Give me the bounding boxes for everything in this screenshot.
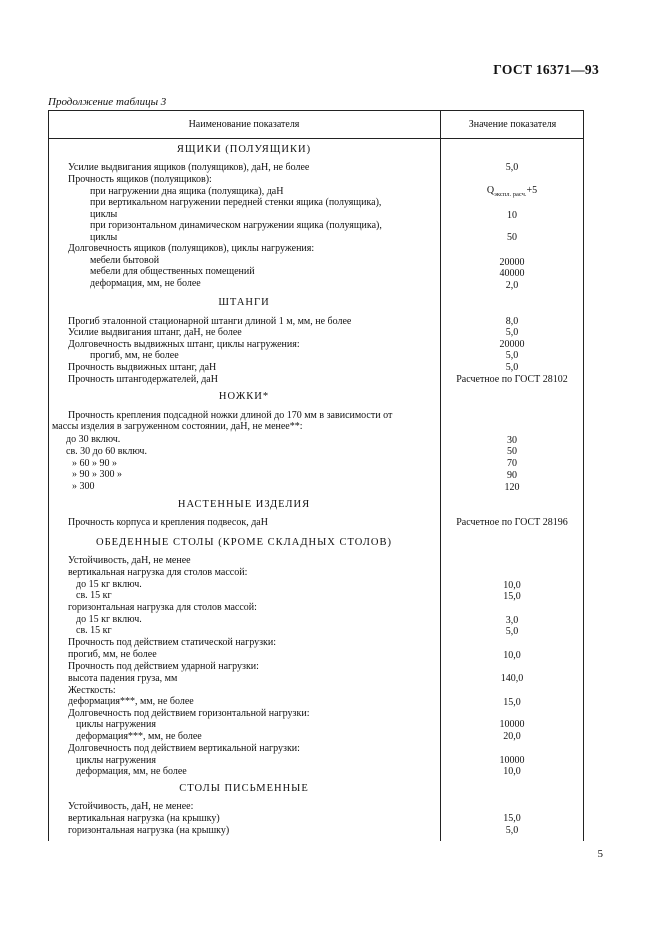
table-row: Прочность штангодержателей, даН — [68, 374, 218, 385]
section-title-dining-tables: ОБЕДЕННЫЕ СТОЛЫ (КРОМЕ СКЛАДНЫХ СТОЛОВ) — [96, 537, 392, 548]
table-row: до 15 кг включ. — [76, 579, 142, 590]
section-title-legs: НОЖКИ* — [218, 391, 270, 402]
header-divider — [48, 138, 584, 139]
table-row: Прочность ящиков (полуящиков): — [68, 174, 212, 185]
table-value: 10 — [507, 210, 517, 221]
table-row: мебели для общественных помещений — [90, 266, 255, 277]
section-title-drawers: ЯЩИКИ (ПОЛУЯЩИКИ) — [176, 144, 312, 155]
page-number: 5 — [597, 848, 603, 860]
table-row: горизонтальная нагрузка (на крышку) — [68, 825, 230, 836]
table-row: Долговечность под действием вертикальной нагрузки: — [68, 743, 300, 754]
table-row: Прочность выдвижных штанг, даН — [68, 362, 217, 373]
table-row: Прогиб эталонной стационарной штанги длиной 1 м, мм, не более — [68, 316, 352, 327]
table-value: 70 — [507, 458, 517, 469]
table-row: Долговечность выдвижных штанг, циклы нагружения: — [68, 339, 300, 350]
column-divider — [440, 110, 441, 841]
table-row: деформация***, мм, не более — [76, 731, 202, 742]
table-value: 5,0 — [505, 350, 519, 361]
table-row: Прочность крепления подсадной ножки длиной до 170 мм в зависимости от — [68, 410, 393, 421]
column-header-name: Наименование показателя — [188, 119, 300, 130]
table-value — [442, 185, 582, 201]
table-row: Усилие выдвигания штанг, даН, не более — [68, 327, 242, 338]
table-row: Долговечность под действием горизонтальной нагрузки: — [68, 708, 310, 719]
table-value: 20000 — [499, 339, 525, 350]
table-value: Расчетное по ГОСТ 28102 — [456, 374, 568, 385]
table-row: » 300 — [72, 481, 95, 492]
table-value: 50 — [507, 446, 517, 457]
table-row: Устойчивость, даН, не менее: — [68, 801, 194, 812]
table-row: Долговечность ящиков (полуящиков), циклы нагружения: — [68, 243, 315, 254]
table-value: 10000 — [499, 755, 525, 766]
table-value: 140,0 — [500, 673, 524, 684]
table-value: 2,0 — [505, 280, 519, 291]
table-row: Жесткость: — [68, 685, 116, 696]
table-value: 15,0 — [503, 697, 521, 708]
table-value: 5,0 — [505, 362, 519, 373]
table-row: св. 15 кг — [76, 590, 112, 601]
section-title-desks: СТОЛЫ ПИСЬМЕННЫЕ — [179, 783, 309, 794]
table-row: деформация***, мм, не более — [68, 696, 194, 707]
table-row: при вертикальном нагружении передней стенки ящика (полуящика), — [90, 197, 382, 208]
table-value: 120 — [504, 482, 520, 493]
table-row: Устойчивость, даН, не менее — [68, 555, 191, 566]
table-row: Усилие выдвигания ящиков (полуящиков), даН, не более — [68, 162, 310, 173]
table-row: циклы нагружения — [76, 719, 156, 730]
table-continuation-caption: Продолжение таблицы 3 — [48, 96, 167, 108]
table-value: 5,0 — [505, 825, 519, 836]
table-value: Расчетное по ГОСТ 28196 — [456, 517, 568, 528]
table-row: при горизонтальном динамическом нагружении ящика (полуящика), — [90, 220, 382, 231]
table-row: при нагружении дна ящика (полуящика), даН — [90, 186, 284, 197]
table-row: циклы — [90, 232, 118, 243]
value-tail: +5 — [526, 185, 538, 196]
table-row: до 15 кг включ. — [76, 614, 142, 625]
table-row: прогиб, мм, не более — [68, 649, 157, 660]
table-value: 40000 — [499, 268, 525, 279]
table-value: 20000 — [499, 257, 525, 268]
table-row: св. 15 кг — [76, 625, 112, 636]
table-row: » 60 » 90 » — [72, 458, 117, 469]
table-value: 10,0 — [503, 766, 521, 777]
table-row: горизонтальная нагрузка для столов массой: — [68, 602, 257, 613]
table-row: Прочность под действием статической нагрузки: — [68, 637, 277, 648]
table-value: 10000 — [499, 719, 525, 730]
table-row: деформация, мм, не более — [90, 278, 201, 289]
table-row: массы изделия в загруженном состоянии, даН, не менее**: — [52, 421, 303, 432]
table-row: деформация, мм, не более — [76, 766, 187, 777]
table-value: 20,0 — [503, 731, 521, 742]
section-title-wall-items: НАСТЕННЫЕ ИЗДЕЛИЯ — [177, 499, 311, 510]
table-row: » 90 » 300 » — [72, 469, 122, 480]
table-value: 8,0 — [505, 316, 519, 327]
table-row: Прочность корпуса и крепления подвесок, даН — [68, 517, 268, 528]
table-row: высота падения груза, мм — [68, 673, 178, 684]
table-value: 10,0 — [503, 580, 521, 591]
standard-code: ГОСТ 16371—93 — [493, 62, 599, 77]
table-value: 30 — [507, 435, 517, 446]
table-value: 5,0 — [505, 162, 519, 173]
table-value: 15,0 — [503, 591, 521, 602]
table-value: 3,0 — [505, 615, 519, 626]
table-row: прогиб, мм, не более — [90, 350, 179, 361]
table-value: 5,0 — [505, 327, 519, 338]
table-value: 10,0 — [503, 650, 521, 661]
table-row: до 30 включ. — [66, 434, 121, 445]
section-title-rods: ШТАНГИ — [218, 297, 270, 308]
column-header-value: Значение показателя — [468, 119, 557, 130]
table-row: Прочность под действием ударной нагрузки: — [68, 661, 259, 672]
table-value: 90 — [507, 470, 517, 481]
table-row: вертикальная нагрузка для столов массой: — [68, 567, 248, 578]
table-row: мебели бытовой — [90, 255, 160, 266]
table-row: вертикальная нагрузка (на крышку) — [68, 813, 220, 824]
table-value: 50 — [507, 232, 517, 243]
table-value: 5,0 — [505, 626, 519, 637]
value-main: Q — [486, 185, 495, 196]
value-subscript: экспл. расч. — [494, 191, 527, 198]
table-value: 15,0 — [503, 813, 521, 824]
table-row: св. 30 до 60 включ. — [66, 446, 147, 457]
table-row: циклы — [90, 209, 118, 220]
table-row: циклы нагружения — [76, 755, 156, 766]
